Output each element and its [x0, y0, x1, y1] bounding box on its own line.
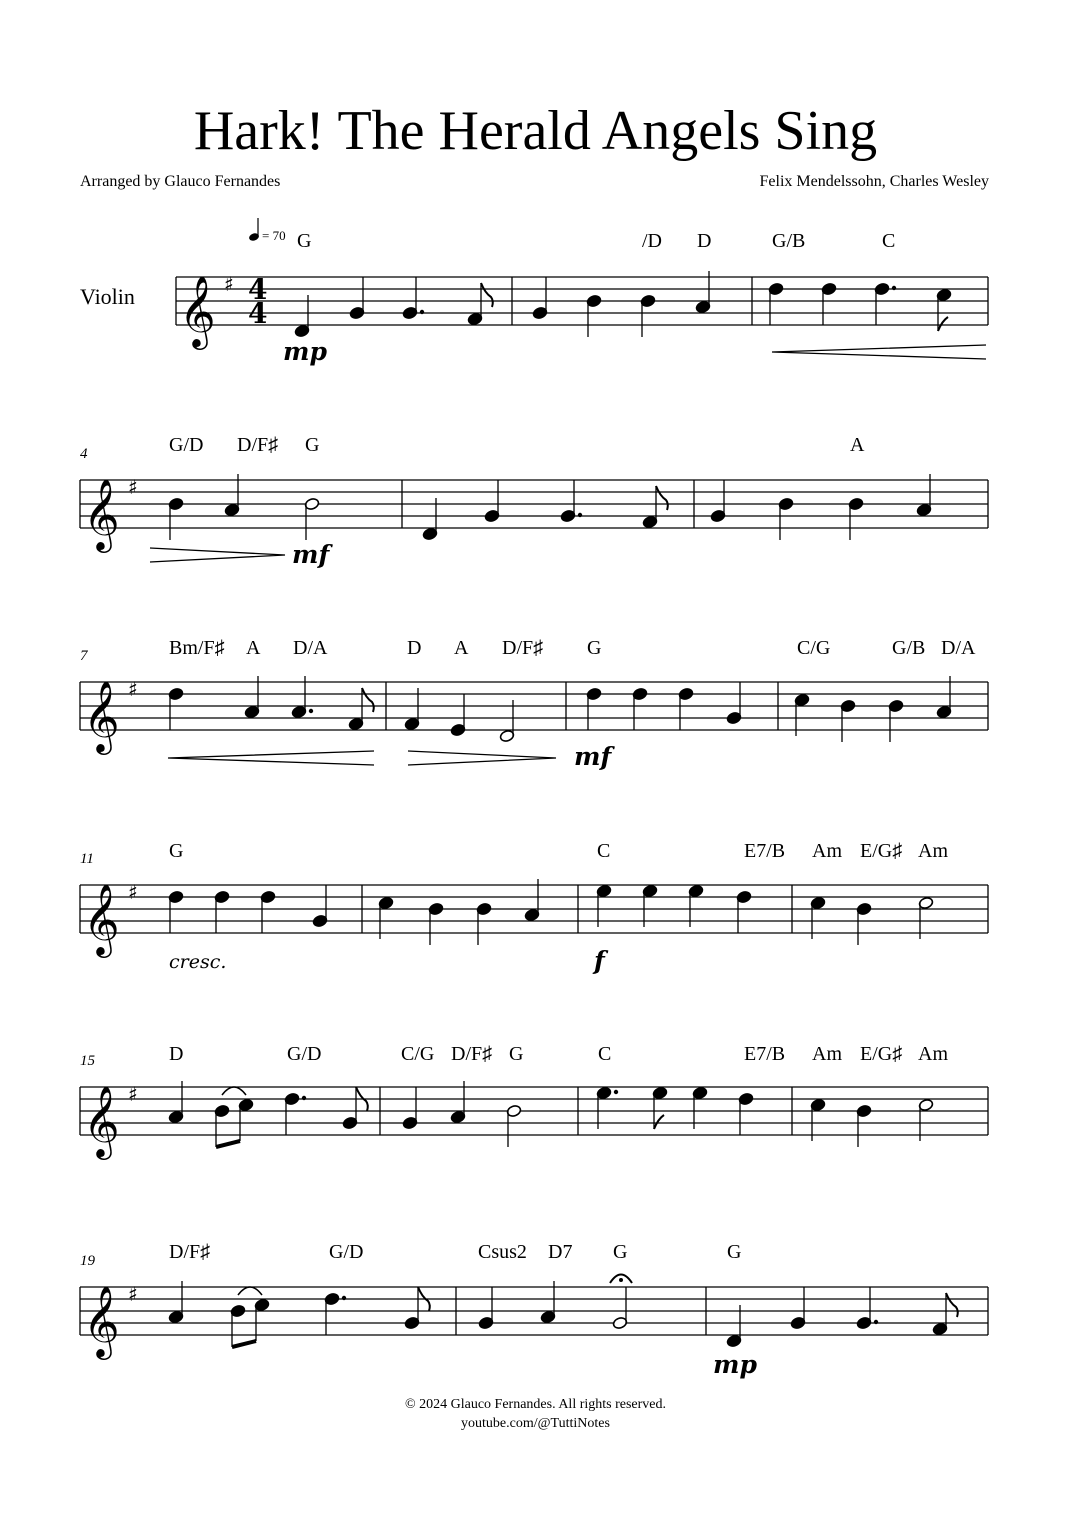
tempo-marking: = 70: [262, 228, 286, 243]
chord-symbol: G/B: [772, 230, 806, 252]
chord-symbol: D/A: [941, 637, 976, 659]
chord-symbol: A: [850, 434, 865, 456]
dynamic-marking: cresc.: [169, 951, 227, 973]
chord-symbol: E7/B: [744, 840, 786, 862]
dot: [309, 709, 313, 713]
chord-symbol: C/G: [401, 1043, 435, 1065]
sharp-icon: ♯: [128, 1282, 138, 1306]
chord-symbol: D/F♯: [502, 637, 544, 659]
chord-symbol: D/A: [293, 637, 328, 659]
sharp-icon: ♯: [128, 475, 138, 499]
crescendo-hairpin: [168, 751, 374, 765]
composer-credit: Felix Mendelssohn, Charles Wesley: [759, 173, 989, 190]
beam: [232, 1341, 256, 1347]
instrument-label: Violin: [80, 284, 135, 309]
dynamic-marking: mf: [574, 742, 612, 771]
chord-symbol: G: [509, 1043, 524, 1065]
chord-symbol: G: [727, 1241, 742, 1263]
chord-symbol: Am: [918, 840, 948, 862]
chord-symbol: Am: [812, 840, 842, 862]
note-flag: [654, 1115, 664, 1129]
dot: [578, 513, 582, 517]
beam: [216, 1141, 240, 1147]
dot: [302, 1096, 306, 1100]
dynamic-marking: mf: [292, 540, 330, 569]
arranger-credit: Arranged by Glauco Fernandes: [80, 173, 281, 190]
measure-number: 15: [80, 1053, 95, 1069]
dynamic-marking: mp: [713, 1350, 757, 1379]
measure-number: 4: [80, 446, 88, 462]
chord-symbol: E/G♯: [860, 1043, 903, 1065]
chord-symbol: G/D: [329, 1241, 364, 1263]
chord-symbol: D: [697, 230, 712, 252]
chord-symbol: D/F♯: [451, 1043, 493, 1065]
crescendo-hairpin: [772, 345, 986, 359]
sharp-icon: ♯: [224, 272, 234, 296]
time-signature-bottom: 4: [248, 297, 268, 330]
treble-clef-icon: 𝄞: [83, 1284, 120, 1357]
note-flag: [656, 486, 668, 510]
chord-symbol: G: [169, 840, 184, 862]
chord-symbol: D: [407, 637, 422, 659]
dynamic-marking: mp: [283, 337, 327, 366]
sharp-icon: ♯: [128, 1082, 138, 1106]
chord-symbol: A: [454, 637, 469, 659]
dot: [874, 1320, 878, 1324]
treble-clef-icon: 𝄞: [83, 477, 120, 550]
chord-symbol: G/D: [287, 1043, 322, 1065]
channel-link[interactable]: youtube.com/@TuttiNotes: [461, 1416, 610, 1431]
copyright-notice: © 2024 Glauco Fernandes. All rights reserved.: [404, 1397, 667, 1412]
treble-clef-icon: 𝄞: [83, 882, 120, 955]
chord-symbol: G: [297, 230, 312, 252]
chord-symbol: C/G: [797, 637, 831, 659]
chord-symbol: D/F♯: [237, 434, 279, 456]
treble-clef-icon: 𝄞: [83, 1084, 120, 1157]
treble-clef-icon: 𝄞: [179, 274, 216, 347]
chord-symbol: D7: [548, 1241, 573, 1263]
decrescendo-hairpin: [150, 548, 285, 562]
chord-symbol: A: [246, 637, 261, 659]
score-title: Hark! The Herald Angels Sing: [193, 100, 878, 162]
sharp-icon: ♯: [128, 677, 138, 701]
dot: [342, 1296, 346, 1300]
dynamic-marking: f: [594, 946, 605, 975]
note-flag: [946, 1293, 958, 1317]
chord-symbol: C: [598, 1043, 612, 1065]
chord-symbol: E7/B: [744, 1043, 786, 1065]
chord-symbol: G: [587, 637, 602, 659]
note-flag: [362, 688, 374, 712]
chord-symbol: G/D: [169, 434, 204, 456]
measure-number: 7: [80, 648, 88, 664]
note-flag: [481, 283, 493, 307]
note-flag: [938, 317, 948, 331]
chord-symbol: Csus2: [478, 1241, 527, 1263]
slur: [222, 1087, 246, 1095]
chord-symbol: D/F♯: [169, 1241, 211, 1263]
chord-symbol: G: [613, 1241, 628, 1263]
time-signature-top: 4: [248, 273, 268, 306]
chord-symbol: G: [305, 434, 320, 456]
chord-symbol: E/G♯: [860, 840, 903, 862]
treble-clef-icon: 𝄞: [83, 679, 120, 752]
fermata-dot: [619, 1278, 623, 1282]
slur: [238, 1287, 262, 1295]
dot: [614, 1090, 618, 1094]
sharp-icon: ♯: [128, 880, 138, 904]
chord-symbol: C: [597, 840, 611, 862]
decrescendo-hairpin: [408, 751, 556, 765]
chord-symbol: Bm/F♯: [169, 637, 225, 659]
chord-symbol: G/B: [892, 637, 926, 659]
measure-number: 11: [80, 851, 94, 867]
measure-number: 19: [80, 1253, 95, 1269]
footer: [0, 1395, 1071, 1433]
dot: [892, 286, 896, 290]
dot: [420, 310, 424, 314]
chord-symbol: Am: [918, 1043, 948, 1065]
chord-symbol: Am: [812, 1043, 842, 1065]
chord-symbol: /D: [642, 230, 662, 252]
chord-symbol: C: [882, 230, 896, 252]
chord-symbol: D: [169, 1043, 184, 1065]
